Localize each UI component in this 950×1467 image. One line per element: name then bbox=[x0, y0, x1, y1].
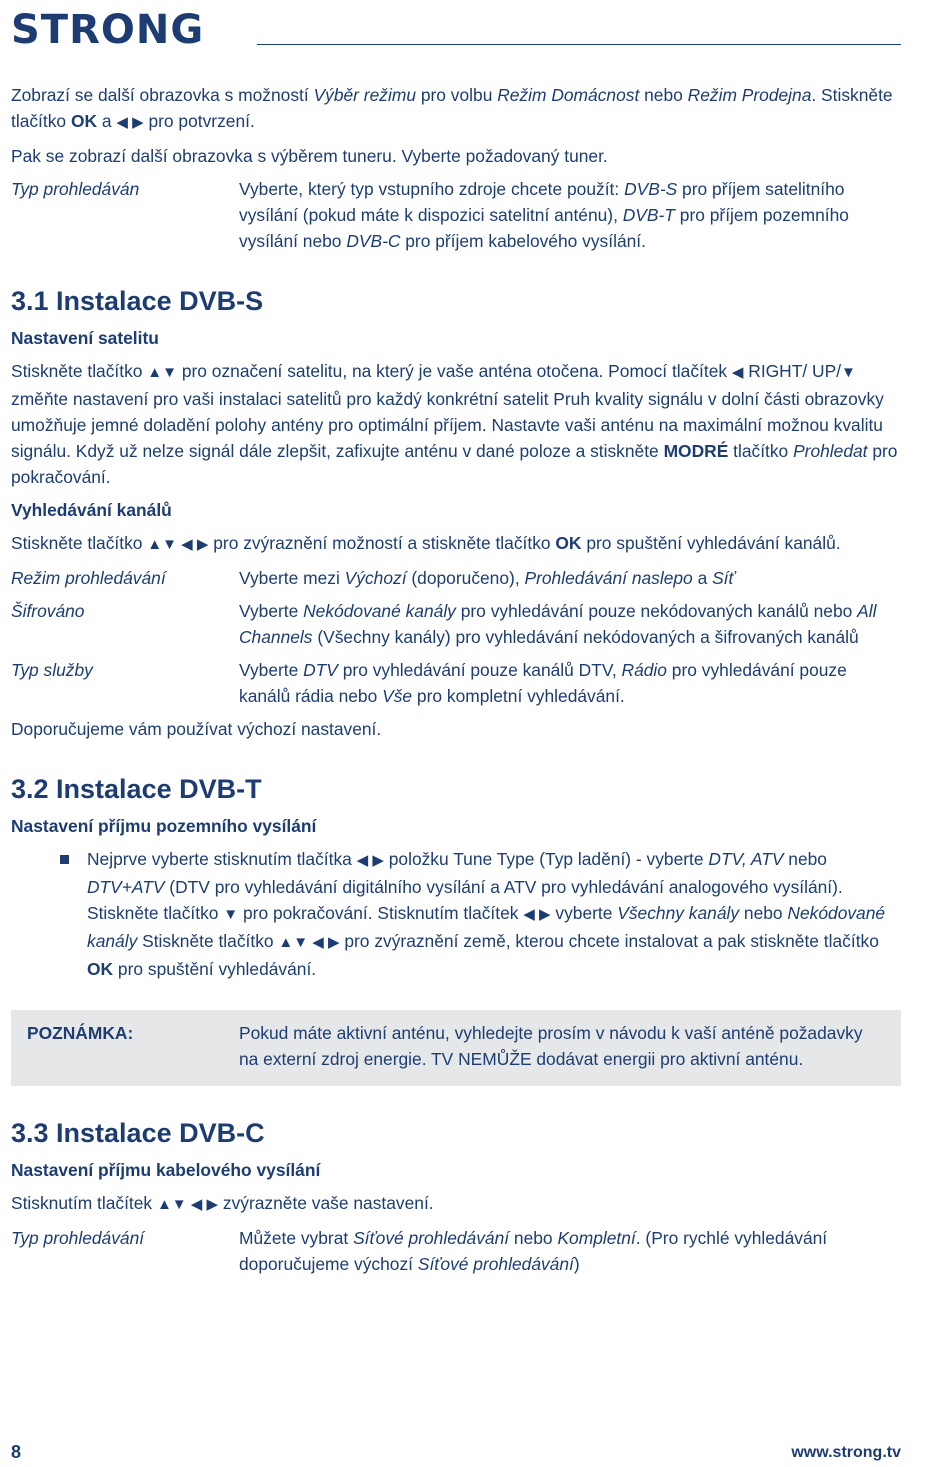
text-run: pro vyhledávání pouze kanálů rádia nebo bbox=[239, 660, 847, 706]
row-label: Typ prohledávání bbox=[11, 1228, 145, 1248]
arrow-down-icon: ▼ bbox=[223, 906, 239, 923]
text-run: Režim Domácnost bbox=[497, 85, 640, 105]
text-run: pro zvýraznění možností a stiskněte tlačítko bbox=[208, 533, 556, 553]
note-text: Pokud máte aktivní anténu, vyhledejte prosím v návodu k vaší anténě požadavky na externí zdroj energie. TV NEMŮŽE dodávat energii pro aktivní anténu. bbox=[239, 1023, 863, 1069]
text-run: Síťové prohledávání bbox=[417, 1254, 574, 1274]
row-label: Režim prohledávání bbox=[11, 568, 166, 588]
arrow-left-right-icon: ◀ ▶ bbox=[356, 852, 384, 869]
text-run: nebo bbox=[639, 85, 688, 105]
text-run: pro příjem kabelového vysílání. bbox=[400, 231, 646, 251]
text-run: Vyberte bbox=[239, 660, 304, 680]
text-run: pro vyhledávání pouze kanálů DTV, bbox=[337, 660, 622, 680]
recommend-paragraph: Doporučujeme vám používat výchozí nastavení. bbox=[11, 719, 382, 739]
encrypted-row bbox=[11, 598, 901, 650]
scan-mode-row bbox=[11, 565, 901, 591]
text-run: DVB-T bbox=[622, 205, 675, 225]
text-run: DVB-S bbox=[624, 179, 678, 199]
text-run: pro příjem satelitního vysílání (pokud máte k dispozici satelitní anténu), bbox=[239, 179, 845, 225]
text-run: (doporučeno), bbox=[406, 568, 525, 588]
page-content bbox=[11, 82, 901, 1277]
ok-key-label: OK bbox=[555, 533, 582, 553]
section-title-3-3: 3.3 Instalace DVB-C bbox=[11, 1118, 265, 1148]
text-run: a bbox=[692, 568, 713, 588]
website-url: www.strong.tv bbox=[791, 1444, 901, 1461]
text-run: pro kompletní vyhledávání. bbox=[412, 686, 625, 706]
arrow-keys-icon: ▲▼ ◀ ▶ bbox=[278, 934, 340, 951]
text-run: Síť bbox=[712, 568, 735, 588]
row-text bbox=[239, 657, 901, 709]
text-run: Stiskněte tlačítko bbox=[11, 361, 148, 381]
text-run: pro spuštění vyhledávání. bbox=[113, 959, 317, 979]
text-run: Režim Prodejna bbox=[687, 85, 812, 105]
text-run: Síťové prohledávání bbox=[353, 1228, 510, 1248]
text-run: DTV bbox=[303, 660, 338, 680]
text-run: Všechny kanály bbox=[617, 903, 740, 923]
text-run: DVB-C bbox=[346, 231, 401, 251]
bullet-item bbox=[11, 846, 901, 982]
satellite-paragraph bbox=[11, 358, 901, 490]
text-run: DTV, ATV bbox=[708, 849, 784, 869]
text-run: Rádio bbox=[621, 660, 667, 680]
row-text bbox=[239, 1225, 901, 1277]
arrow-left-right-icon: ◀ ▶ bbox=[116, 114, 144, 131]
intro-paragraph bbox=[11, 82, 901, 136]
text-run: pro zvýraznění země, kterou chcete instalovat a pak stiskněte tlačítko bbox=[339, 931, 879, 951]
text-run: pro vyhledávání pouze nekódovaných kanálů nebo bbox=[455, 601, 858, 621]
strong-logo: STRONG bbox=[11, 7, 205, 53]
subheading-channel-search: Vyhledávání kanálů bbox=[11, 500, 172, 520]
text-run: pro pokračování. bbox=[11, 441, 898, 487]
text-run: . (Pro rychlé vyhledávání doporučujeme výchozí bbox=[239, 1228, 828, 1274]
header-rule bbox=[257, 44, 901, 45]
ok-key-label: OK bbox=[70, 111, 98, 131]
note-box bbox=[11, 1010, 901, 1086]
text-run: (DTV pro vyhledávání digitálního vysílání a ATV pro vyhledávání analogového vysílání). Stiskněte tlačítko bbox=[87, 877, 843, 923]
row-label: Typ prohledáván bbox=[11, 179, 140, 199]
text-run: All Channels bbox=[239, 601, 877, 647]
text-run: zvýrazněte vaše nastavení. bbox=[218, 1193, 434, 1213]
text-run: Nekódované kanály bbox=[87, 903, 886, 951]
text-run: Výchozí bbox=[344, 568, 407, 588]
arrow-keys-icon: ▲▼ ◀ ▶ bbox=[147, 536, 209, 553]
note-label: POZNÁMKA: bbox=[27, 1023, 134, 1043]
ok-key-label: OK bbox=[87, 959, 114, 979]
cable-scan-type-row bbox=[11, 1225, 901, 1277]
tuner-paragraph: Pak se zobrazí další obrazovka s výběrem tuneru. Vyberte požadovaný tuner. bbox=[11, 146, 608, 166]
text-run: položku Tune Type (Typ ladění) - vyberte bbox=[383, 849, 709, 869]
section-title-3-1: 3.1 Instalace DVB-S bbox=[11, 286, 264, 316]
text-run: tlačítko bbox=[728, 441, 794, 461]
text-run: Prohledat bbox=[793, 441, 868, 461]
text-run: Vyberte bbox=[239, 601, 304, 621]
text-run: Nekódované kanály bbox=[303, 601, 456, 621]
text-run: a bbox=[97, 111, 117, 131]
text-run: Vyberte, který typ vstupního zdroje chcete použít: bbox=[239, 179, 625, 199]
cable-paragraph bbox=[11, 1190, 901, 1218]
row-label: Šifrováno bbox=[11, 601, 85, 621]
arrow-left-icon: ◀ bbox=[731, 364, 744, 381]
text-run: Kompletní bbox=[557, 1228, 636, 1248]
subheading-satellite: Nastavení satelitu bbox=[11, 328, 159, 348]
text-run: Výběr režimu bbox=[313, 85, 416, 105]
row-label: Typ služby bbox=[11, 660, 93, 680]
subheading-terrestrial: Nastavení příjmu pozemního vysílání bbox=[11, 816, 317, 836]
row-text bbox=[239, 598, 901, 650]
text-run: pro volbu bbox=[416, 85, 498, 105]
text-run: Prohledávání naslepo bbox=[524, 568, 693, 588]
row-text bbox=[239, 176, 901, 254]
text-run: DTV+ATV bbox=[87, 877, 165, 897]
text-run: RIGHT/ UP/ bbox=[743, 361, 842, 381]
text-run: Zobrazí se další obrazovka s možností bbox=[11, 85, 314, 105]
subheading-cable: Nastavení příjmu kabelového vysílání bbox=[11, 1160, 321, 1180]
bullet-text bbox=[87, 846, 901, 982]
arrow-left-right-icon: ◀ ▶ bbox=[523, 906, 551, 923]
channel-search-paragraph bbox=[11, 530, 901, 558]
text-run: pro potvrzení. bbox=[143, 111, 255, 131]
text-run: pro příjem pozemního vysílání nebo bbox=[239, 205, 849, 251]
bullet-square-icon bbox=[53, 846, 87, 982]
text-run: Můžete vybrat bbox=[239, 1228, 354, 1248]
text-run: pro pokračování. Stisknutím tlačítek bbox=[238, 903, 524, 923]
text-run: (Všechny kanály) pro vyhledávání nekódovaných a šifrovaných kanálů bbox=[312, 627, 859, 647]
page-number: 8 bbox=[11, 1442, 22, 1462]
arrow-down-icon: ▼ bbox=[841, 364, 856, 381]
text-run: Nejprve vyberte stisknutím tlačítka bbox=[87, 849, 357, 869]
row-text bbox=[239, 565, 901, 591]
text-run: Stiskněte tlačítko bbox=[137, 931, 279, 951]
blue-key-label: MODRÉ bbox=[663, 441, 729, 461]
text-run: Stisknutím tlačítek bbox=[11, 1193, 157, 1213]
text-run: Vše bbox=[382, 686, 413, 706]
scan-type-row bbox=[11, 176, 901, 254]
text-run: . Stiskněte tlačítko bbox=[11, 85, 893, 131]
service-type-row bbox=[11, 657, 901, 709]
text-run: nebo bbox=[509, 1228, 558, 1248]
text-run: ) bbox=[573, 1254, 580, 1274]
text-run: nebo bbox=[783, 849, 827, 869]
arrow-keys-icon: ▲▼ ◀ ▶ bbox=[156, 1196, 219, 1213]
text-run: nebo bbox=[739, 903, 788, 923]
text-run: pro označení satelitu, na který je vaše anténa otočena. Pomocí tlačítek bbox=[177, 361, 732, 381]
text-run: Vyberte mezi bbox=[239, 568, 345, 588]
section-title-3-2: 3.2 Instalace DVB-T bbox=[11, 774, 262, 804]
text-run: pro spuštění vyhledávání kanálů. bbox=[581, 533, 841, 553]
text-run: změňte nastavení pro vaši instalaci satelitů pro každý konkrétní satelit Pruh kvality signálu v dolní části obrazovky umožňuje jemné doladění polohy antény pro optimální příjem. Nastavte vaši anténu na maximální možnou kvalitu signálu. Když už nelze signál dále zlepšit, zafixujte anténu v dané poloze a stiskněte bbox=[11, 389, 884, 461]
text-run: vyberte bbox=[550, 903, 618, 923]
arrow-up-down-icon: ▲▼ bbox=[147, 364, 177, 381]
text-run: Stiskněte tlačítko bbox=[11, 533, 148, 553]
